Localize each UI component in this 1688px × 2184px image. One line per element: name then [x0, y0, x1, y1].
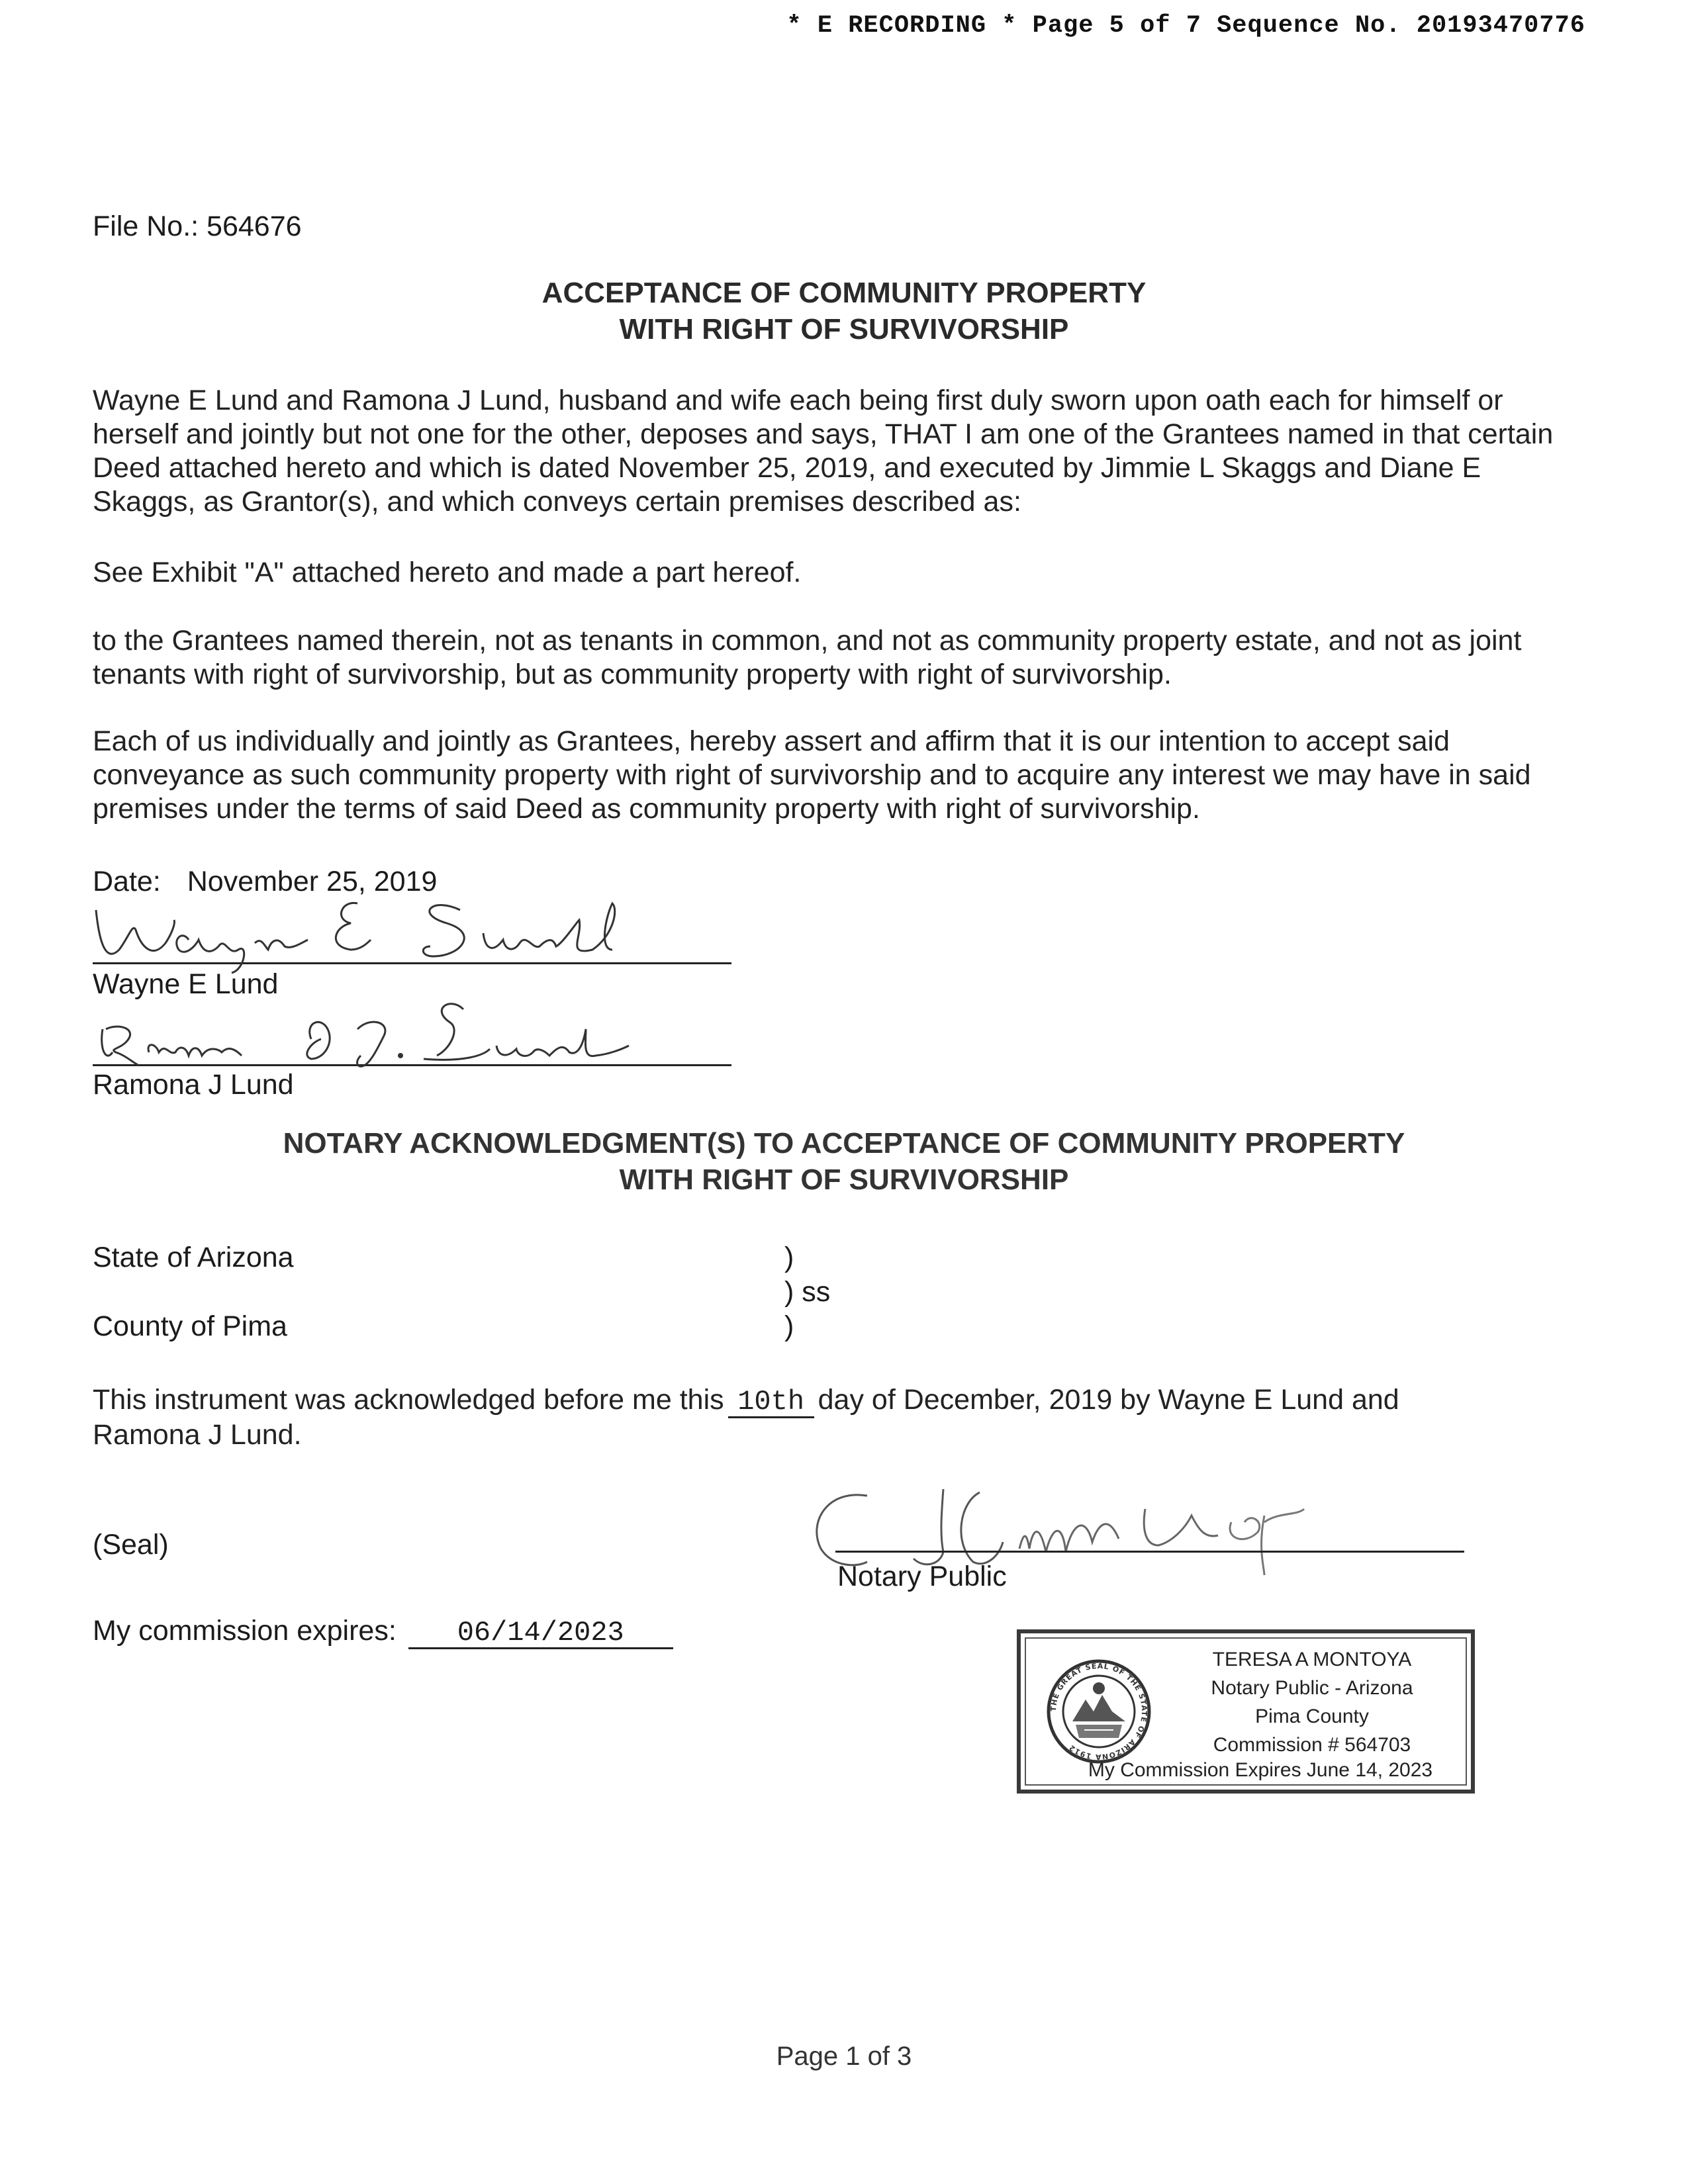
- notary-title: [0, 1125, 1688, 1198]
- acknowledgment-statement: [93, 1383, 1589, 1452]
- affirmation-statement: Each of us individually and jointly as Grantees, hereby assert and affirm that it is our intention to accept said conveyance as such community property with right of survivorship and to acquire any interest we may have in said premises under the terms of said Deed as community property with right of survivorship.: [93, 725, 1531, 825]
- acknowledgment-text-after: day of December, 2019 by Wayne E Lund and: [818, 1384, 1399, 1416]
- grantees-statement: Wayne E Lund and Ramona J Lund, husband and wife each being first duly sworn upon oath each for himself or herself and jointly but not one for the other, deposes and says, THAT I am one of the Grantees named in that certain Deed attached hereto and which is dated November 25, 2019, and executed by Jimmie L Skaggs and Diane E Skaggs, as Grantor(s), and which conveys certain premises described as:: [93, 385, 1554, 518]
- acknowledgment-text-before: This instrument was acknowledged before me this: [93, 1384, 724, 1416]
- ramona-handwritten-signature: [93, 989, 635, 1072]
- date-label: Date:: [93, 866, 161, 897]
- notary-title-line-1: NOTARY ACKNOWLEDGMENT(S) TO ACCEPTANCE OF COMMUNITY PROPERTY: [283, 1127, 1405, 1160]
- acknowledgment-day: 10th: [728, 1387, 814, 1418]
- date-value: November 25, 2019: [187, 866, 438, 897]
- seal-label: (Seal): [93, 1529, 169, 1561]
- document-title: [0, 275, 1688, 347]
- document-title-line-1: ACCEPTANCE OF COMMUNITY PROPERTY: [541, 277, 1147, 309]
- notary-title-line-2: WITH RIGHT OF SURVIVORSHIP: [619, 1163, 1069, 1196]
- stamp-county: Pima County: [1255, 1706, 1369, 1727]
- commission-expiration: [93, 1615, 677, 1649]
- notary-stamp: [1017, 1629, 1475, 1794]
- commission-date: 06/14/2023: [408, 1618, 673, 1649]
- venue-paren-ss: ) ss: [784, 1276, 831, 1308]
- state-seal-text: THE GREAT SEAL OF THE STATE OF ARIZONA 1912: [1049, 1661, 1149, 1762]
- notary-signature-line: [835, 1551, 1464, 1553]
- stamp-expiration: My Commission Expires June 14, 2023: [1088, 1759, 1433, 1781]
- stamp-text: [1166, 1645, 1458, 1759]
- document-title-line-2: WITH RIGHT OF SURVIVORSHIP: [619, 313, 1069, 345]
- acknowledgment-line-2: Ramona J Lund.: [93, 1419, 302, 1451]
- notary-public-label: Notary Public: [837, 1561, 1007, 1592]
- page-footer: Page 1 of 3: [776, 2042, 912, 2071]
- signer-1-name: Wayne E Lund: [93, 968, 279, 1000]
- commission-label: My commission expires:: [93, 1615, 397, 1647]
- stamp-commission-number: Commission # 564703: [1213, 1734, 1411, 1756]
- state-seal: [1046, 1659, 1152, 1764]
- venue-paren-1: ): [784, 1242, 794, 1273]
- stamp-notary-title: Notary Public - Arizona: [1211, 1677, 1413, 1699]
- recording-header: * E RECORDING * Page 5 of 7 Sequence No. 20193470776: [786, 12, 1585, 40]
- exhibit-reference: See Exhibit "A" attached hereto and made a part hereof.: [93, 557, 802, 588]
- venue-state: State of Arizona: [93, 1242, 294, 1273]
- acknowledgment-line-1: [93, 1383, 1589, 1418]
- wayne-handwritten-signature: [89, 884, 632, 976]
- tenancy-statement: to the Grantees named therein, not as tenants in common, and not as community property estate, and not as joint tenants with right of survivorship, but as community property with right of survivorship.: [93, 625, 1522, 690]
- file-number: File No.: 564676: [93, 210, 302, 242]
- venue-paren-3: ): [784, 1310, 794, 1342]
- signer-2-name: Ramona J Lund: [93, 1069, 294, 1101]
- stamp-notary-name: TERESA A MONTOYA: [1212, 1649, 1412, 1670]
- venue-county: County of Pima: [93, 1310, 287, 1342]
